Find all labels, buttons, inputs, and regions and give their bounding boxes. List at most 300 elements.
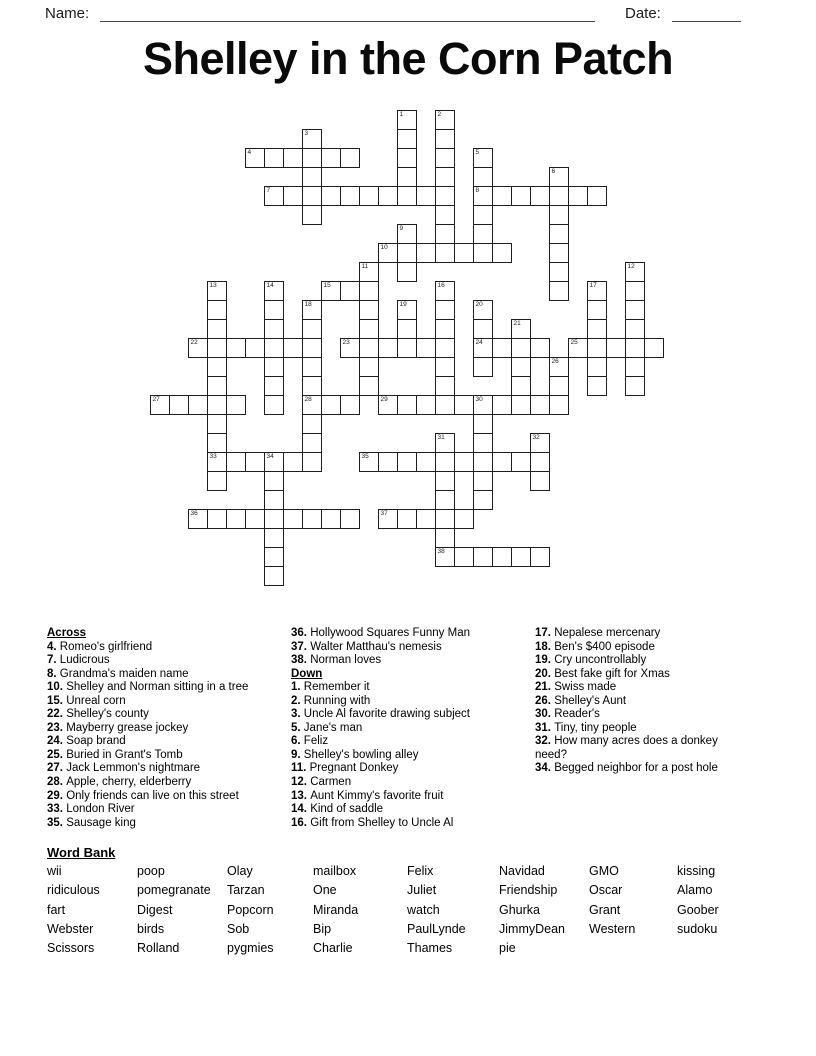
grid-cell[interactable] [549,357,569,377]
bank-word: poop [137,864,165,878]
bank-word: PaulLynde [407,921,466,936]
grid-cell[interactable] [188,338,208,358]
grid-cell[interactable] [359,376,379,396]
grid-cell[interactable] [302,129,322,149]
grid-cell[interactable] [397,509,417,529]
grid-cell[interactable] [473,433,493,453]
bank-word: pygmies [227,941,274,956]
bank-word: Navidad [499,864,545,878]
clue-across-38: 38. Norman loves [291,654,382,667]
grid-cell[interactable] [359,319,379,339]
grid-cell[interactable] [587,300,607,320]
bank-word: Bip [313,921,332,936]
grid-cell[interactable] [435,110,455,130]
grid-cell[interactable] [283,186,303,206]
grid-cell[interactable] [435,509,455,529]
bank-word: Friendship [499,883,558,898]
cell-number: 32 [532,434,540,441]
grid-cell[interactable] [435,300,455,320]
grid-cell[interactable] [207,414,227,434]
cell-number: 9 [399,225,404,232]
cell-number: 28 [304,396,312,403]
grid-cell[interactable] [264,566,284,586]
clue-across-35: 35. Sausage king [47,816,136,829]
bank-word: Oscar [589,883,623,898]
grid-cell[interactable] [473,547,493,567]
grid-cell[interactable] [435,452,455,472]
grid-cell[interactable] [283,148,303,168]
grid-cell[interactable] [359,186,379,206]
cell-number: 17 [589,282,597,289]
grid-cell[interactable] [264,528,284,548]
grid-cell[interactable] [568,338,588,358]
grid-cell[interactable] [587,186,607,206]
grid-cell[interactable] [264,319,284,339]
grid-cell[interactable] [359,357,379,377]
grid-cell[interactable] [549,281,569,301]
grid-cell[interactable] [530,395,550,415]
grid-cell[interactable] [378,243,398,263]
grid-cell[interactable] [530,186,550,206]
grid-cell[interactable] [302,414,322,434]
grid-cell[interactable] [188,509,208,529]
grid-cell[interactable] [264,490,284,510]
bank-word: JimmyDean [499,921,565,936]
grid-cell[interactable] [473,186,493,206]
grid-cell[interactable] [454,547,474,567]
grid-cell[interactable] [207,281,227,301]
grid-cell[interactable] [245,338,265,358]
grid-cell[interactable] [264,186,284,206]
bank-word: One [313,883,337,898]
down-heading: Down [291,667,323,680]
clue-across-23: 23. Mayberry grease jockey [47,721,189,734]
grid-cell[interactable] [397,319,417,339]
grid-cell[interactable] [473,243,493,263]
grid-cell[interactable] [359,338,379,358]
grid-cell[interactable] [321,281,341,301]
word-bank-heading: Word Bank [47,845,116,860]
bank-word: Miranda [313,902,359,917]
grid-cell[interactable] [511,357,531,377]
clue-down-16: 16. Gift from Shelley to Uncle Al [291,816,454,829]
clue-down-32: 32. How many acres does a donkey need? [535,735,718,761]
page-title: Shelley in the Corn Patch [142,33,674,84]
grid-cell[interactable] [264,471,284,491]
grid-cell[interactable] [302,433,322,453]
clue-across-25: 25. Buried in Grant's Tomb [47,748,183,761]
across-heading: Across [47,627,86,639]
grid-cell[interactable] [511,547,531,567]
cell-number: 36 [190,510,198,517]
cell-number: 30 [475,396,483,403]
grid-cell[interactable] [435,376,455,396]
grid-cell[interactable] [264,452,284,472]
grid-cell[interactable] [302,148,322,168]
clue-across-8: 8. Grandma's maiden name [47,667,189,680]
grid-cell[interactable] [511,338,531,358]
grid-cell[interactable] [378,452,398,472]
clue-down-2: 2. Running with [291,694,371,707]
grid-cell[interactable] [359,300,379,320]
bank-word: Ghurka [499,902,540,917]
cell-number: 7 [266,187,271,194]
grid-cell[interactable] [359,452,379,472]
grid-cell[interactable] [207,471,227,491]
grid-cell[interactable] [302,300,322,320]
grid-cell[interactable] [473,357,493,377]
clue-across-4: 4. Romeo's girlfriend [47,640,153,653]
grid-cell[interactable] [207,300,227,320]
grid-cell[interactable] [530,338,550,358]
grid-cell[interactable] [587,281,607,301]
clue-down-26: 26. Shelley's Aunt [535,694,627,707]
grid-cell[interactable] [302,376,322,396]
grid-cell[interactable] [587,357,607,377]
grid-cell[interactable] [549,186,569,206]
grid-cell[interactable] [435,357,455,377]
clue-across-22: 22. Shelley's county [47,708,149,721]
grid-cell[interactable] [625,300,645,320]
grid-cell[interactable] [340,509,360,529]
clue-down-12: 12. Carmen [291,776,352,789]
grid-cell[interactable] [264,509,284,529]
grid-cell[interactable] [473,205,493,225]
bank-word: Juliet [407,883,437,898]
clue-down-34: 34. Begged neighbor for a post hole [535,762,718,775]
cell-number: 26 [551,358,559,365]
grid-cell[interactable] [226,509,246,529]
grid-cell[interactable] [340,395,360,415]
grid-cell[interactable] [378,395,398,415]
grid-cell[interactable] [302,319,322,339]
cell-number: 8 [475,187,480,194]
grid-cell[interactable] [511,395,531,415]
clue-across-28: 28. Apple, cherry, elderberry [47,776,192,789]
date-label: Date: [625,5,661,22]
grid-cell[interactable] [492,243,512,263]
bank-word: Charlie [313,941,353,956]
grid-cell[interactable] [321,395,341,415]
grid-cell[interactable] [625,376,645,396]
grid-cell[interactable] [473,224,493,244]
grid-cell[interactable] [207,319,227,339]
cell-number: 33 [209,453,217,460]
grid-cell[interactable] [207,433,227,453]
grid-cell[interactable] [302,338,322,358]
bank-word: Scissors [47,941,95,956]
grid-cell[interactable] [435,129,455,149]
bank-word: wii [47,864,62,878]
clue-across-24: 24. Soap brand [47,735,126,748]
bank-word: Webster [47,921,94,936]
grid-cell[interactable] [397,243,417,263]
clue-down-20: 20. Best fake gift for Xmas [535,667,670,680]
grid-cell[interactable] [435,205,455,225]
cell-number: 24 [475,339,483,346]
grid-cell[interactable] [207,338,227,358]
grid-cell[interactable] [435,148,455,168]
grid-cell[interactable] [435,338,455,358]
grid-cell[interactable] [340,148,360,168]
grid-cell[interactable] [587,319,607,339]
cell-number: 25 [570,339,578,346]
bank-word: pie [499,941,516,956]
grid-cell[interactable] [359,281,379,301]
clue-column-3 [535,627,749,776]
grid-cell[interactable] [435,528,455,548]
grid-cell[interactable] [169,395,189,415]
grid-cell[interactable] [644,338,664,358]
grid-cell[interactable] [435,281,455,301]
grid-cell[interactable] [378,338,398,358]
grid-cell[interactable] [435,167,455,187]
grid-cell[interactable] [435,471,455,491]
grid-cell[interactable] [302,452,322,472]
grid-cell[interactable] [264,547,284,567]
grid-cell[interactable] [587,376,607,396]
cell-number: 27 [152,396,160,403]
grid-cell[interactable] [435,186,455,206]
grid-cell[interactable] [492,547,512,567]
grid-cell[interactable] [473,471,493,491]
grid-cell[interactable] [264,148,284,168]
grid-cell[interactable] [264,376,284,396]
grid-cell[interactable] [283,338,303,358]
cell-number: 37 [380,510,388,517]
grid-cell[interactable] [416,452,436,472]
cell-number: 18 [304,301,312,308]
grid-cell[interactable] [435,319,455,339]
bank-word: mailbox [313,864,357,878]
clue-across-10: 10. Shelley and Norman sitting in a tree [47,681,249,694]
grid-cell[interactable] [606,338,626,358]
cell-number: 15 [323,282,331,289]
grid-cell[interactable] [416,509,436,529]
clue-down-3: 3. Uncle Al favorite drawing subject [291,708,470,721]
bank-word: Goober [677,902,719,917]
grid-cell[interactable] [549,395,569,415]
clue-down-19: 19. Cry uncontrollably [535,654,647,667]
bank-word: Felix [407,864,434,878]
grid-cell[interactable] [549,243,569,263]
bank-word: GMO [589,864,619,878]
grid-cell[interactable] [625,281,645,301]
grid-cell[interactable] [492,338,512,358]
grid-cell[interactable] [416,186,436,206]
grid-cell[interactable] [416,243,436,263]
grid-cell[interactable] [454,509,474,529]
grid-cell[interactable] [511,186,531,206]
grid-cell[interactable] [549,205,569,225]
cell-number: 34 [266,453,274,460]
grid-cell[interactable] [568,186,588,206]
grid-cell[interactable] [397,300,417,320]
grid-cell[interactable] [207,376,227,396]
grid-cell[interactable] [549,376,569,396]
grid-cell[interactable] [397,148,417,168]
grid-cell[interactable] [397,262,417,282]
grid-cell[interactable] [264,281,284,301]
cell-number: 38 [437,548,445,555]
grid-cell[interactable] [359,262,379,282]
grid-cell[interactable] [473,338,493,358]
grid-cell[interactable] [511,376,531,396]
clue-down-18: 18. Ben's $400 episode [535,640,655,653]
cell-number: 6 [551,168,556,175]
grid-cell[interactable] [454,243,474,263]
bank-word: Thames [407,941,453,956]
cell-number: 23 [342,339,350,346]
clue-down-13: 13. Aunt Kimmy's favorite fruit [291,789,444,802]
clue-down-6: 6. Feliz [291,735,329,748]
clue-down-14: 14. Kind of saddle [291,803,384,816]
grid-cell[interactable] [625,357,645,377]
cell-number: 21 [513,320,521,327]
grid-cell[interactable] [435,243,455,263]
grid-cell[interactable] [283,452,303,472]
grid-cell[interactable] [454,395,474,415]
cell-number: 3 [304,130,309,137]
grid-cell[interactable] [473,490,493,510]
grid-cell[interactable] [150,395,170,415]
clue-across-37: 37. Walter Matthau's nemesis [291,640,442,653]
grid-cell[interactable] [473,167,493,187]
grid-cell[interactable] [302,357,322,377]
grid-cell[interactable] [416,338,436,358]
grid-cell[interactable] [207,357,227,377]
grid-cell[interactable] [435,395,455,415]
grid-cell[interactable] [302,167,322,187]
bank-word: sudoku [677,921,718,936]
grid-cell[interactable] [302,509,322,529]
grid-cell[interactable] [340,338,360,358]
grid-cell[interactable] [587,338,607,358]
grid-cell[interactable] [207,395,227,415]
grid-cell[interactable] [226,338,246,358]
bank-word: Rolland [137,941,180,956]
grid-cell[interactable] [492,395,512,415]
grid-cell[interactable] [340,281,360,301]
grid-cell[interactable] [302,205,322,225]
grid-cell[interactable] [321,148,341,168]
clue-down-17: 17. Nepalese mercenary [535,627,661,639]
grid-cell[interactable] [473,148,493,168]
grid-cell[interactable] [340,186,360,206]
grid-cell[interactable] [473,300,493,320]
word-bank-list [47,862,757,958]
cell-number: 2 [437,111,442,118]
grid-cell[interactable] [264,300,284,320]
grid-cell[interactable] [416,395,436,415]
grid-cell[interactable] [492,452,512,472]
grid-cell[interactable] [397,167,417,187]
bank-word: birds [137,921,165,936]
across-clues-overflow-list [291,627,535,668]
grid-cell[interactable] [492,186,512,206]
grid-cell[interactable] [397,338,417,358]
grid-cell[interactable] [397,129,417,149]
grid-cell[interactable] [397,186,417,206]
cell-number: 10 [380,244,388,251]
cell-number: 20 [475,301,483,308]
grid-cell[interactable] [226,395,246,415]
grid-cell[interactable] [435,433,455,453]
clue-column-2 [291,627,535,830]
clue-down-5: 5. Jane's man [291,721,363,734]
cell-number: 19 [399,301,407,308]
grid-cell[interactable] [530,452,550,472]
grid-cell[interactable] [473,452,493,472]
clue-down-11: 11. Pregnant Donkey [291,762,399,775]
grid-cell[interactable] [245,148,265,168]
cell-number: 1 [399,111,404,118]
grid-cell[interactable] [454,452,474,472]
cell-number: 31 [437,434,445,441]
grid-cell[interactable] [530,471,550,491]
bank-word: fart [47,902,66,917]
grid-cell[interactable] [435,224,455,244]
grid-cell[interactable] [530,547,550,567]
grid-cell[interactable] [625,262,645,282]
bank-word: Western [589,921,636,936]
cell-number: 5 [475,149,480,156]
grid-cell[interactable] [264,357,284,377]
bank-word: Tarzan [227,883,265,898]
grid-cell[interactable] [625,319,645,339]
bank-word: Sob [227,921,250,936]
grid-cell[interactable] [511,319,531,339]
grid-cell[interactable] [321,509,341,529]
grid-cell[interactable] [530,433,550,453]
grid-cell[interactable] [283,509,303,529]
grid-cell[interactable] [264,338,284,358]
grid-cell[interactable] [435,490,455,510]
clue-across-15: 15. Unreal corn [47,694,126,707]
grid-cell[interactable] [625,338,645,358]
grid-cell[interactable] [397,452,417,472]
grid-cell[interactable] [397,395,417,415]
grid-cell[interactable] [473,395,493,415]
grid-cell[interactable] [378,509,398,529]
clue-down-30: 30. Reader's [535,708,600,721]
across-clues-list [47,641,291,831]
grid-cell[interactable] [226,452,246,472]
grid-cell[interactable] [473,319,493,339]
grid-cell[interactable] [549,224,569,244]
grid-cell[interactable] [302,186,322,206]
grid-cell[interactable] [511,452,531,472]
grid-cell[interactable] [435,547,455,567]
grid-cell[interactable] [188,395,208,415]
grid-cell[interactable] [378,186,398,206]
cell-number: 12 [627,263,635,270]
grid-cell[interactable] [264,395,284,415]
grid-cell[interactable] [397,224,417,244]
grid-cell[interactable] [321,186,341,206]
cell-number: 4 [247,149,252,156]
grid-cell[interactable] [473,414,493,434]
grid-cell[interactable] [207,509,227,529]
grid-cell[interactable] [549,167,569,187]
grid-cell[interactable] [245,452,265,472]
grid-cell[interactable] [245,509,265,529]
grid-cell[interactable] [397,110,417,130]
grid-cell[interactable] [207,452,227,472]
grid-cell[interactable] [302,395,322,415]
clue-across-27: 27. Jack Lemmon's nightmare [47,762,201,775]
grid-cell[interactable] [549,262,569,282]
